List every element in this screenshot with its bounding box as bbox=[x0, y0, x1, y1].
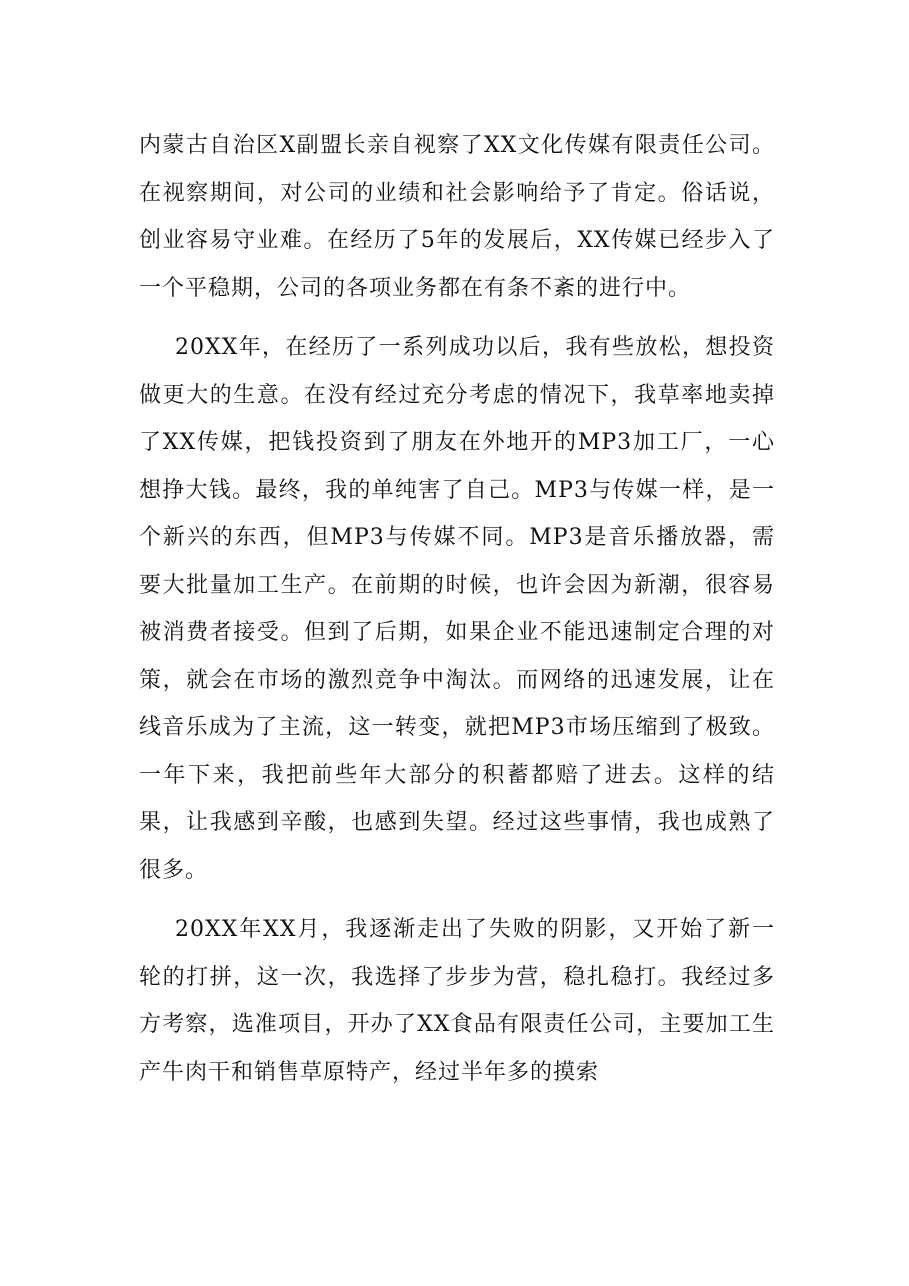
paragraph-2: 20XX年，在经历了一系列成功以后，我有些放松，想投资做更大的生意。在没有经过充分考虑的情况下，我草率地卖掉了XX传媒，把钱投资到了朋友在外地开的MP3加工厂，一心想挣大钱。最终，我的单纯害了自己。MP3与传媒一样，是一个新兴的东西，但MP3与传媒不同。MP3是音乐播放器，需要大批量加工生产。在前期的时候，也许会因为新潮，很容易被消费者接受。但到了后期，如果企业不能迅速制定合理的对策，就会在市场的激烈竞争中淘汰。而网络的迅速发展，让在线音乐成为了主流，这一转变，就把MP3市场压缩到了极致。一年下来，我把前些年大部分的积蓄都赔了进去。这样的结果，让我感到辛酸，也感到失望。经过这些事情，我也成熟了很多。 bbox=[139, 335, 775, 883]
paragraph-3: 20XX年XX月，我逐渐走出了失败的阴影，又开始了新一轮的打拼，这一次，我选择了步步为营，稳扎稳打。我经过多方考察，选准项目，开办了XX食品有限责任公司，主要加工生产牛肉干和销售草原特产，经过半年多的摸索 bbox=[139, 917, 775, 1085]
paragraph-1: 内蒙古自治区X副盟长亲自视察了XX文化传媒有限责任公司。在视察期间，对公司的业绩和社会影响给予了肯定。俗话说，创业容易守业难。在经历了5年的发展后，XX传媒已经步入了一个平稳期，公司的各项业务都在有条不紊的进行中。 bbox=[139, 133, 775, 301]
body-text bbox=[139, 122, 775, 1108]
